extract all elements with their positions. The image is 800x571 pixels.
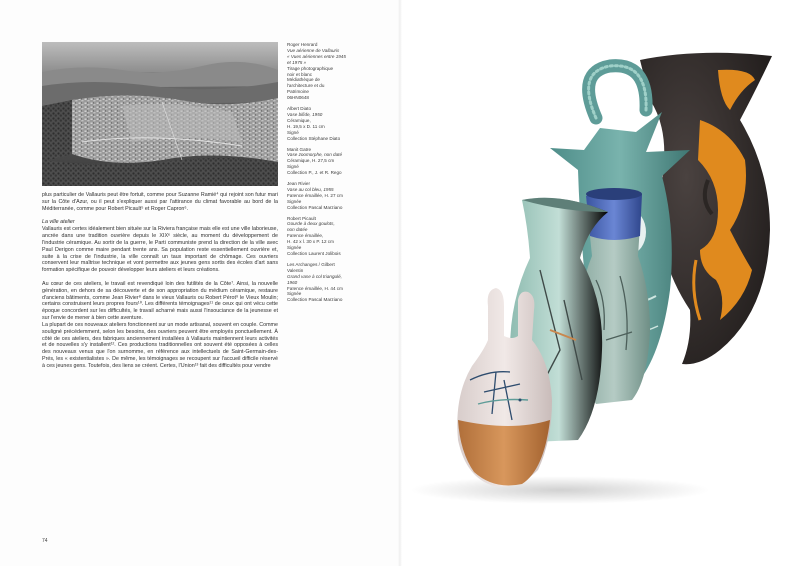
body-text — [42, 192, 278, 377]
caption-line: « Vues aériennes entre 1945 — [287, 53, 346, 59]
caption-henrard — [287, 42, 367, 101]
caption-line: et 1975 » — [287, 59, 307, 65]
caption-line: Faïence émaillée, H. 27 cm — [287, 192, 343, 198]
aerial-photo-vallauris — [42, 42, 278, 186]
caption-line: Vase bifide, 1950 — [287, 111, 323, 117]
caption-line: Céramique, — [287, 117, 311, 123]
caption-line: Albert Diato — [287, 106, 312, 112]
caption-line: Jean Rivier — [287, 181, 310, 187]
vases-photo — [400, 0, 800, 566]
caption-line: Céramique, H. 27,5 cm — [287, 158, 335, 164]
caption-line: Collection Laurent Jolibois — [287, 251, 341, 256]
paragraph: Au cœur de ces ateliers, le travail est revendiqué loin des futilités de la Côte⁷. Ainsi, la nouvelle génération, en dehors de sa découverte et de son appropriation du médium céramique, restaure d'anciens bâtiments, comme Jean Rivier⁸ dans le vieux Vallauris ou Robert Pérot⁹ le Vieux Moulin; certains construisent leurs propres fours¹⁰. Les différents témoignages¹¹ de ceux qui ont vécu cette époque concordent sur les difficultés, le travail acharné mais aussi l'insouciance de la jeunesse et sur l'envie de mener à bien cette aventure. — [42, 280, 278, 322]
caption-picault — [287, 216, 367, 257]
caption-line: Vase au col bleu, 1955 — [287, 186, 334, 192]
caption-line: Patrimoine — [287, 89, 309, 95]
caption-line: Gourde à deux goulots, — [287, 221, 335, 227]
caption-line: Roger Henrard — [287, 42, 318, 47]
paragraph: Vallauris est certes idéalement bien située sur la Riviera française mais elle est une ville laborieuse, ancrée dans une tradition ouvrière depuis le XIXᵉ siècle, au moment du développement de l'industrie céramique. Au sortir de la guerre, le Parti communiste prend la direction de la ville avec Paul Derigon comme maire pendant trente ans. Sa population reste essentiellement ouvrière et, suite à la crise de l'industrie, la ville connaît un taux important de chômage. Ces ouvriers conservent leur maîtrise technique et vont permettre aux jeunes gens sortis des écoles d'art sans formation spécifique de pouvoir développer leurs ateliers et leurs créations. — [42, 226, 278, 274]
caption-line: Faïence émaillée, H. 44 cm — [287, 285, 343, 291]
caption-gatre — [287, 147, 367, 177]
caption-line: Faïence émaillée, — [287, 233, 324, 239]
caption-line: Collection P., J. et R. Rego — [287, 170, 342, 176]
caption-line: Robert Picault — [287, 215, 316, 221]
caption-line: Collection Pascal Marziano — [287, 204, 343, 210]
caption-line: Manit Gatre — [287, 146, 311, 152]
caption-line: l'architecture et du — [287, 83, 325, 89]
caption-column — [287, 42, 367, 308]
caption-line: Médiathèque de — [287, 77, 320, 83]
caption-line: H. 42 x l. 30 x P. 12 cm — [287, 239, 334, 245]
caption-line: Tirage photographique — [287, 65, 334, 71]
caption-line: Vase zoomorphe, non daté — [287, 152, 342, 158]
caption-line: Collection Stéphane Diato — [287, 135, 341, 141]
caption-line: Grand vase à col triangulé, — [287, 273, 342, 279]
caption-line: Collection Pascal Marziano — [287, 297, 343, 303]
caption-line: Valentin — [287, 267, 304, 273]
caption-line: Signé — [287, 164, 299, 170]
caption-line: non datée — [287, 227, 308, 233]
caption-rivier — [287, 181, 367, 211]
caption-diato — [287, 106, 367, 141]
section-subtitle: La ville atelier — [42, 219, 75, 226]
caption-line: Les Archanges / Gilbert — [287, 261, 335, 267]
caption-line: Signée — [287, 291, 302, 297]
paragraph: plus particulier de Vallauris peut être fortuit, comme pour Suzanne Ramié⁴ qui rejoint son futur mari sur la Côte d'Azur, ou il peut s'expliquer aussi par l'attirance du climat favorable au bord de la Méditerranée, comme pour Robert Picault⁵ et Roger Capron⁶. — [42, 192, 278, 212]
caption-line: noir et blanc — [287, 71, 313, 77]
caption-line: Signée — [287, 198, 302, 204]
caption-line: Vue aérienne de Vallauris — [287, 47, 340, 53]
page-number: 74 — [42, 538, 48, 544]
caption-line: 1960 — [287, 279, 298, 285]
caption-archanges — [287, 262, 367, 303]
caption-line: 06HN0648 — [287, 95, 309, 101]
caption-line: Signée — [287, 245, 302, 251]
paragraph: La plupart de ces nouveaux ateliers fonctionnent sur un mode artisanal, souvent en couple. Comme souligné précédemment, selon les besoins, des ouvriers peuvent être employés ponctuellement. À côté de ces ateliers, des fabriques anciennement installées à Vallauris maintiennent leurs activités et de nouvelles s'y installent¹². Ces productions traditionnelles ont souvent été opposées à celles des nouveaux venus que l'on surnomme, en référence aux intellectuels de Saint-Germain-des-Prés, les « existentialistes ». De même, les témoignages se recoupent sur l'accueil difficile réservé à ces jeunes gens. Toutefois, des liens se créent. Certes, l'Union¹³ fait des difficultés pour vendre — [42, 321, 278, 369]
caption-line: Signé — [287, 129, 299, 135]
caption-line: H. 19,5 x D. 11 cm — [287, 123, 325, 129]
